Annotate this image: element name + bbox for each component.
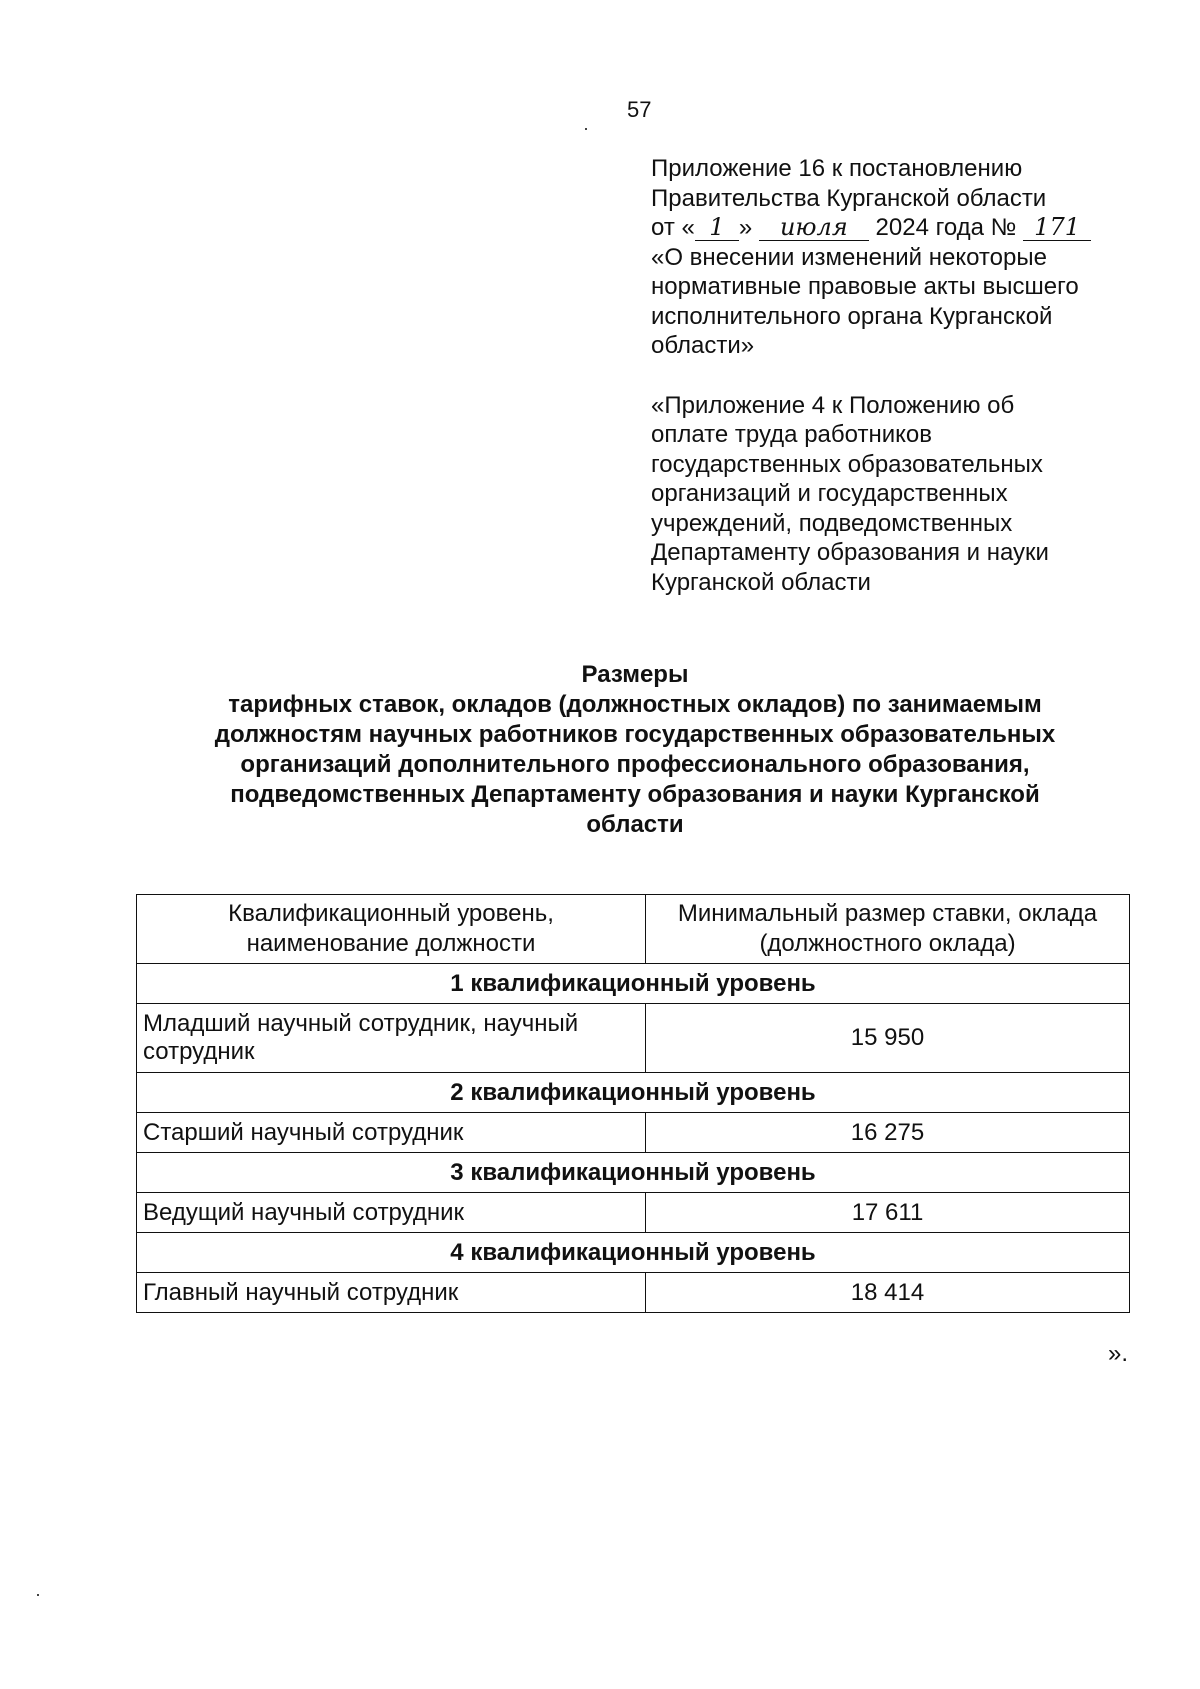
appendix-line: организаций и государственных xyxy=(651,480,1008,507)
header-block xyxy=(651,154,1121,597)
title-line: организаций дополнительного профессионального образования, xyxy=(240,751,1030,778)
level-heading: 4 квалификационный уровень xyxy=(137,1233,1130,1273)
position-cell: Младший научный сотрудник, научный сотрудник xyxy=(137,1004,646,1073)
header-line: нормативные правовые акты высшего xyxy=(651,273,1079,300)
appendix-line: оплате труда работников xyxy=(651,421,932,448)
level-row xyxy=(137,1073,1130,1113)
header-line: Правительства Курганской области xyxy=(651,184,1047,212)
level-heading: 2 квалификационный уровень xyxy=(137,1073,1130,1113)
position-cell: Старший научный сотрудник xyxy=(137,1113,646,1153)
appendix-line: «Приложение 4 к Положению об xyxy=(651,391,1015,419)
position-cell: Главный научный сотрудник xyxy=(137,1273,646,1313)
salary-cell: 15 950 xyxy=(646,1004,1130,1073)
header-cell-qualification: Квалификационный уровень, наименование должности xyxy=(137,895,646,964)
title-line: должностям научных работников государственных образовательных xyxy=(214,721,1056,748)
header-line: «О внесении изменений некоторые xyxy=(651,243,1047,271)
level-row xyxy=(137,1153,1130,1193)
level-row xyxy=(137,964,1130,1004)
position-cell: Ведущий научный сотрудник xyxy=(137,1193,646,1233)
document-title xyxy=(130,660,1140,840)
level-heading: 3 квалификационный уровень xyxy=(137,1153,1130,1193)
header-date-line xyxy=(651,213,1121,243)
title-line: Размеры xyxy=(581,661,689,688)
salary-cell: 17 611 xyxy=(646,1193,1130,1233)
rates-table xyxy=(136,894,1130,1313)
handwritten-day: 1 xyxy=(695,216,739,241)
closing-quote-mark: ». xyxy=(1108,1340,1129,1367)
table-row xyxy=(137,1193,1130,1233)
handwritten-doc-number: 171 xyxy=(1023,216,1091,241)
table-row xyxy=(137,1273,1130,1313)
page-number: 57 xyxy=(627,97,652,122)
appendix-line: Курганской области xyxy=(651,568,871,596)
level-row xyxy=(137,1233,1130,1273)
table-row xyxy=(137,1004,1130,1073)
scan-speck xyxy=(585,128,587,130)
appendix-line: учреждений, подведомственных xyxy=(651,509,1013,537)
header-cell-min-salary: Минимальный размер ставки, оклада (должностного оклада) xyxy=(646,895,1130,964)
header-line: области» xyxy=(651,332,755,359)
scan-speck xyxy=(37,1594,39,1596)
date-mid: » xyxy=(738,214,753,241)
header-line: исполнительного органа Курганской xyxy=(651,302,1053,330)
title-line: тарифных ставок, окладов (должностных окладов) по занимаемым xyxy=(228,691,1042,718)
title-line: подведомственных Департаменту образования и науки Курганской xyxy=(230,781,1040,808)
appendix-line: государственных образовательных xyxy=(651,450,1043,478)
table-row xyxy=(137,1113,1130,1153)
salary-cell: 16 275 xyxy=(646,1113,1130,1153)
date-prefix: от « xyxy=(651,214,695,241)
appendix-line: Департаменту образования и науки xyxy=(651,539,1049,566)
level-heading: 1 квалификационный уровень xyxy=(137,964,1130,1004)
table-header-row xyxy=(137,895,1130,964)
date-year-text: 2024 года № xyxy=(875,214,1017,241)
header-line: Приложение 16 к постановлению xyxy=(651,155,1023,182)
title-line: области xyxy=(586,811,684,838)
handwritten-month: июля xyxy=(759,216,869,241)
salary-cell: 18 414 xyxy=(646,1273,1130,1313)
